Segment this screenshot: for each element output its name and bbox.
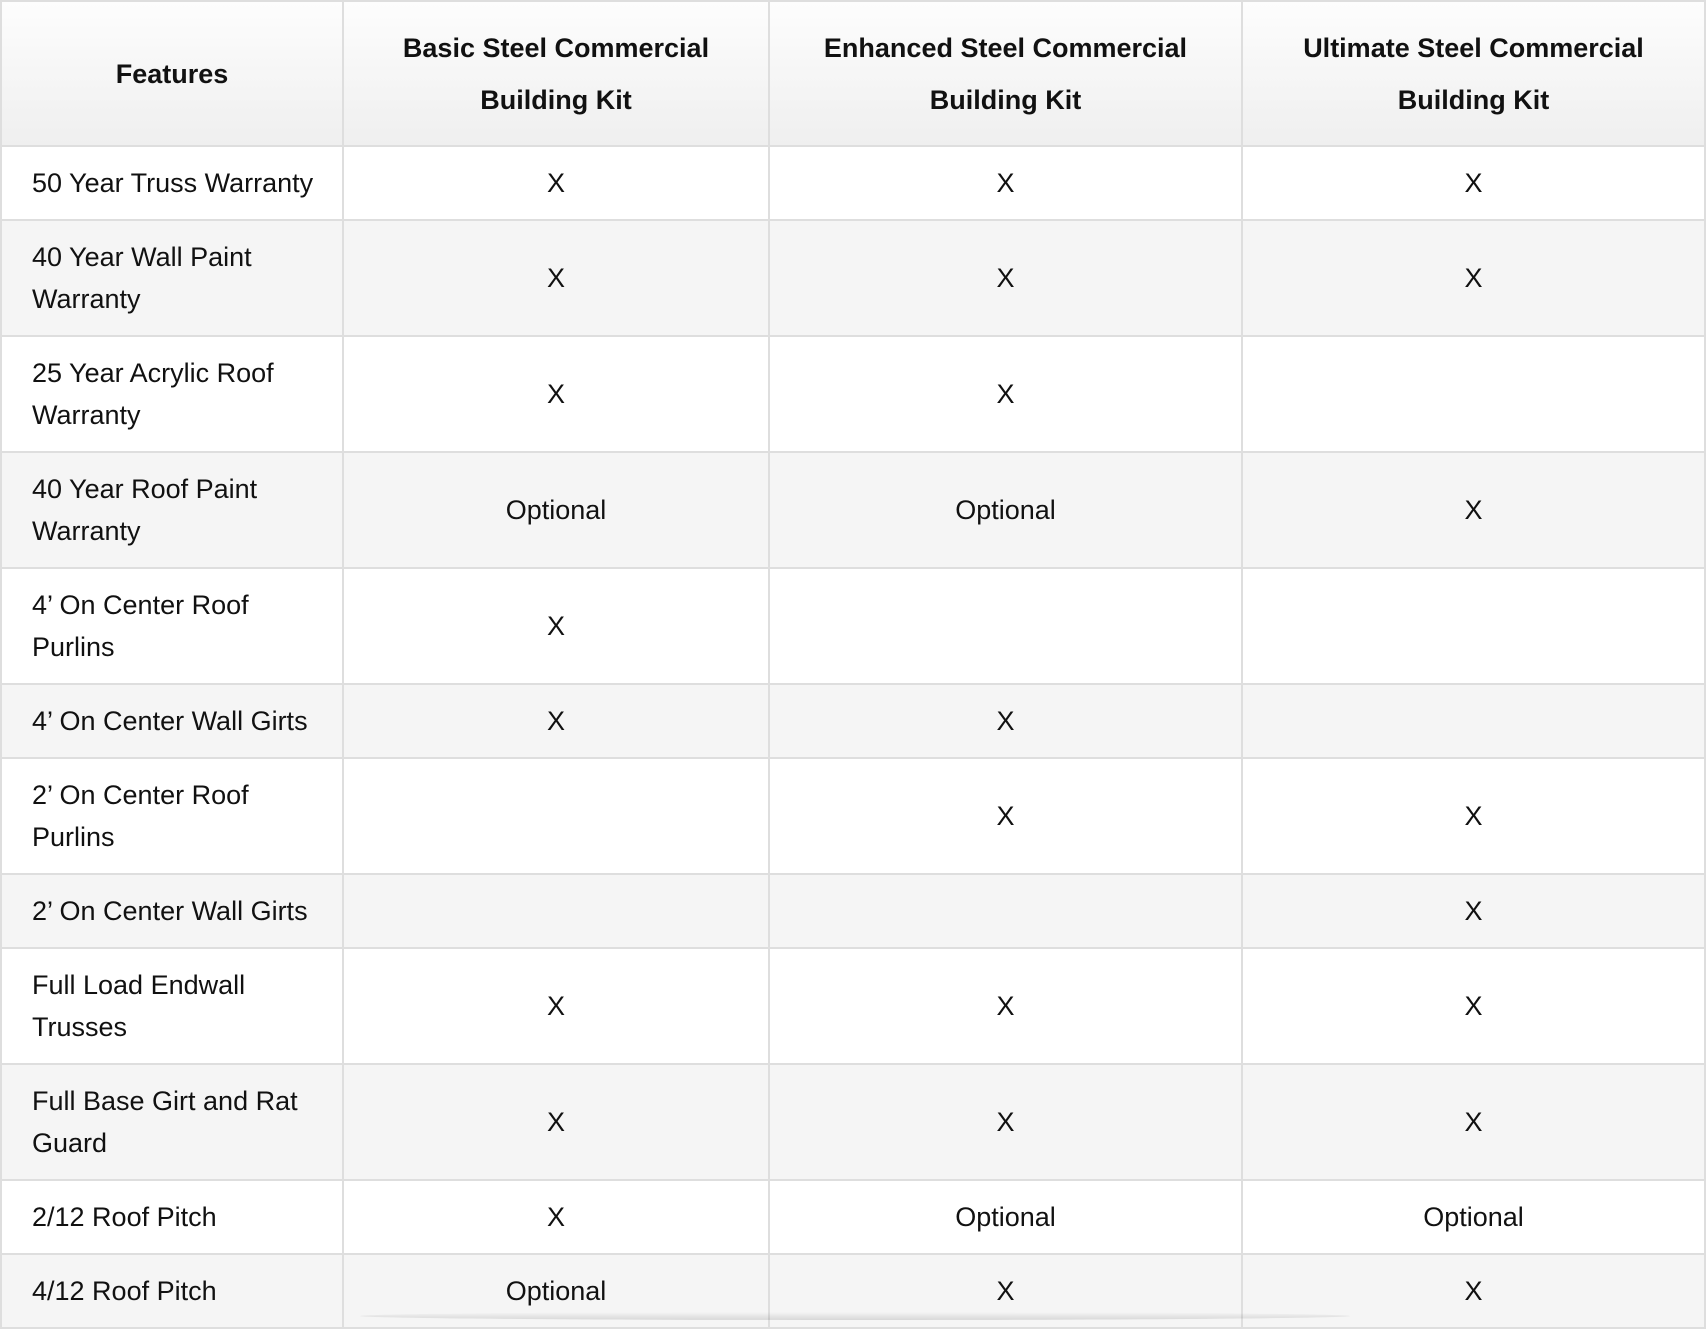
- table-row: [1, 336, 1705, 452]
- basic-cell: [343, 758, 769, 874]
- basic-cell: X: [343, 146, 769, 220]
- basic-cell: X: [343, 220, 769, 336]
- feature-cell: 25 Year Acrylic Roof Warranty: [1, 336, 343, 452]
- basic-cell: X: [343, 336, 769, 452]
- ultimate-cell: X: [1242, 146, 1705, 220]
- table-row: [1, 1180, 1705, 1254]
- enhanced-cell: X: [769, 336, 1242, 452]
- enhanced-cell: Optional: [769, 452, 1242, 568]
- table-header-row: [1, 1, 1705, 146]
- feature-cell: Full Load Endwall Trusses: [1, 948, 343, 1064]
- enhanced-cell: [769, 874, 1242, 948]
- table-row: [1, 452, 1705, 568]
- ultimate-cell: X: [1242, 1064, 1705, 1180]
- basic-cell: X: [343, 684, 769, 758]
- table-row: [1, 220, 1705, 336]
- basic-cell: [343, 874, 769, 948]
- ultimate-cell: X: [1242, 758, 1705, 874]
- header-basic-kit: Basic Steel Commercial Building Kit: [343, 1, 769, 146]
- basic-cell: X: [343, 1064, 769, 1180]
- feature-cell: 4’ On Center Roof Purlins: [1, 568, 343, 684]
- enhanced-cell: X: [769, 220, 1242, 336]
- table-row: [1, 684, 1705, 758]
- enhanced-cell: X: [769, 758, 1242, 874]
- header-ultimate-kit: Ultimate Steel Commercial Building Kit: [1242, 1, 1705, 146]
- enhanced-cell: X: [769, 948, 1242, 1064]
- basic-cell: X: [343, 1180, 769, 1254]
- ultimate-cell: X: [1242, 220, 1705, 336]
- feature-cell: 40 Year Wall Paint Warranty: [1, 220, 343, 336]
- table-row: [1, 568, 1705, 684]
- header-enhanced-kit: Enhanced Steel Commercial Building Kit: [769, 1, 1242, 146]
- ultimate-cell: X: [1242, 948, 1705, 1064]
- table-row: [1, 948, 1705, 1064]
- feature-cell: 2/12 Roof Pitch: [1, 1180, 343, 1254]
- ultimate-cell: [1242, 684, 1705, 758]
- feature-cell: 50 Year Truss Warranty: [1, 146, 343, 220]
- basic-cell: X: [343, 568, 769, 684]
- basic-cell: Optional: [343, 1254, 769, 1328]
- ultimate-cell: [1242, 568, 1705, 684]
- ultimate-cell: [1242, 336, 1705, 452]
- enhanced-cell: [769, 568, 1242, 684]
- enhanced-cell: X: [769, 146, 1242, 220]
- basic-cell: X: [343, 948, 769, 1064]
- table-row: [1, 758, 1705, 874]
- feature-cell: 4/12 Roof Pitch: [1, 1254, 343, 1328]
- feature-cell: 4’ On Center Wall Girts: [1, 684, 343, 758]
- basic-cell: Optional: [343, 452, 769, 568]
- feature-cell: 2’ On Center Roof Purlins: [1, 758, 343, 874]
- ultimate-cell: X: [1242, 1254, 1705, 1328]
- enhanced-cell: X: [769, 1254, 1242, 1328]
- ultimate-cell: X: [1242, 452, 1705, 568]
- enhanced-cell: Optional: [769, 1180, 1242, 1254]
- ultimate-cell: Optional: [1242, 1180, 1705, 1254]
- enhanced-cell: X: [769, 1064, 1242, 1180]
- scroll-shadow: [360, 1312, 1350, 1320]
- table-row: [1, 1064, 1705, 1180]
- header-features: Features: [1, 1, 343, 146]
- table-row: [1, 874, 1705, 948]
- ultimate-cell: X: [1242, 874, 1705, 948]
- enhanced-cell: X: [769, 684, 1242, 758]
- feature-cell: Full Base Girt and Rat Guard: [1, 1064, 343, 1180]
- feature-cell: 2’ On Center Wall Girts: [1, 874, 343, 948]
- feature-cell: 40 Year Roof Paint Warranty: [1, 452, 343, 568]
- table-row: [1, 146, 1705, 220]
